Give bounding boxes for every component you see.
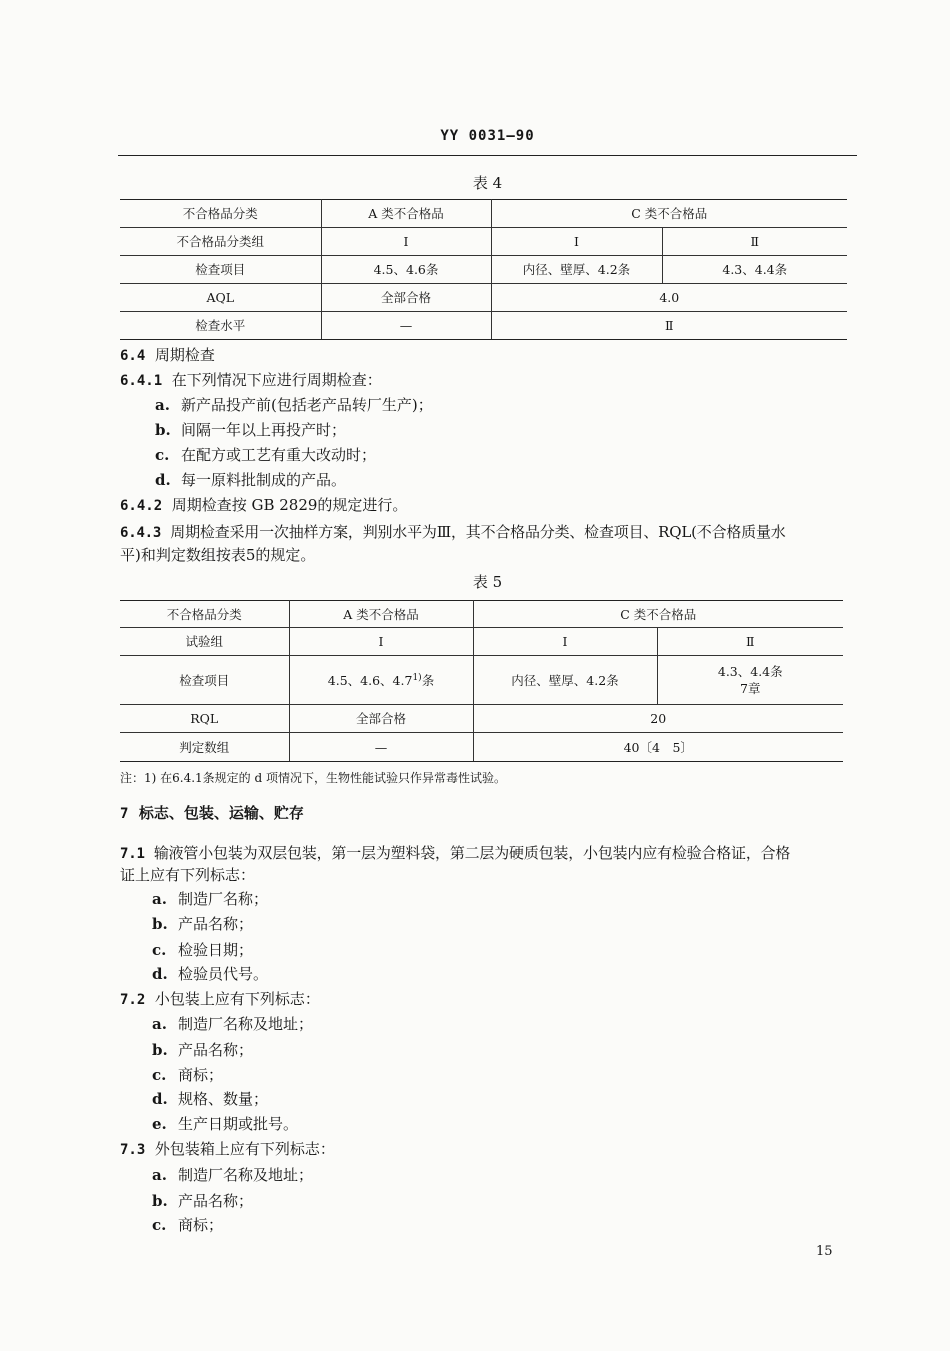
table-cell: — <box>321 312 491 340</box>
paragraph-continuation: 平)和判定数组按表5的规定。 <box>120 546 316 564</box>
table-row <box>120 256 847 284</box>
document-header: YY 0031—90 <box>440 128 535 144</box>
list-item: c. 检验日期； <box>152 941 254 959</box>
header-rule <box>118 155 857 156</box>
table-cell: 40〔4 5〕 <box>473 733 843 762</box>
table-row <box>120 228 847 256</box>
table-cell: 判定数组 <box>120 733 289 762</box>
paragraph-text: 小包装上应有下列标志： <box>154 990 320 1008</box>
table-row <box>120 705 843 733</box>
section-number: 7 <box>120 806 129 822</box>
section-title: 标志、包装、运输、贮存 <box>138 804 304 822</box>
section-number: 7.3 <box>120 1142 146 1158</box>
table-4 <box>120 199 847 340</box>
table-cell: C 类不合格品 <box>491 200 847 228</box>
paragraph-text: 在下列情况下应进行周期检查： <box>171 371 382 389</box>
table5-caption: 表 5 <box>472 573 503 591</box>
list-item: a. 制造厂名称及地址； <box>152 1015 314 1033</box>
list-item: a. 制造厂名称及地址； <box>152 1166 314 1184</box>
table-row <box>120 733 843 762</box>
section-6-4-3 <box>120 522 786 543</box>
table-cell: A 类不合格品 <box>321 200 491 228</box>
section-7-1 <box>120 843 790 864</box>
list-item: b. 产品名称； <box>152 1192 254 1210</box>
section-number: 6.4 <box>120 348 146 364</box>
list-item: b. 产品名称； <box>152 915 254 933</box>
table-row <box>120 284 847 312</box>
table-cell: 4.3、4.4条 7章 <box>657 656 843 705</box>
table-row <box>120 200 847 228</box>
section-number: 7.1 <box>120 846 145 862</box>
section-7 <box>120 803 304 824</box>
list-item: c. 商标； <box>152 1216 224 1234</box>
list-item: d. 规格、数量； <box>152 1090 269 1108</box>
table-cell: Ⅰ <box>289 628 473 656</box>
section-7-3 <box>120 1139 335 1160</box>
table-cell: 20 <box>473 705 843 733</box>
section-number: 6.4.3 <box>120 525 162 541</box>
table-cell: AQL <box>120 284 321 312</box>
paragraph-text: 周期检查按 GB 2829的规定进行。 <box>171 496 408 514</box>
paragraph-continuation: 证上应有下列标志： <box>120 866 256 884</box>
table-cell: 全部合格 <box>289 705 473 733</box>
footnote-mark: 1) <box>412 673 422 684</box>
table-cell: A 类不合格品 <box>289 601 473 628</box>
table-cell: 内径、壁厚、4.2条 <box>491 256 662 284</box>
paragraph-text: 周期检查采用一次抽样方案，判别水平为Ⅲ，其不合格品分类、检查项目、RQL(不合格质量水 <box>170 523 786 541</box>
table-note: 注：1) 在6.4.1条规定的 d 项情况下，生物性能试验只作异常毒性试验。 <box>120 771 506 785</box>
list-item: a. 新产品投产前(包括老产品转厂生产)； <box>155 396 433 414</box>
table-cell: — <box>289 733 473 762</box>
section-number: 6.4.2 <box>120 498 163 514</box>
table-row <box>120 628 843 656</box>
table-row <box>120 601 843 628</box>
paragraph-text: 输液管小包装为双层包装，第一层为塑料袋，第二层为硬质包装，小包装内应有检验合格证，合格 <box>153 844 791 862</box>
table-cell: 不合格品分类组 <box>120 228 321 256</box>
table-cell: 检查水平 <box>120 312 321 340</box>
table-cell: Ⅰ <box>321 228 491 256</box>
table-cell: 4.5、4.6、4.7$^{1)}$条 <box>289 656 473 705</box>
section-6-4-1 <box>120 370 382 391</box>
table-cell: Ⅰ <box>473 628 657 656</box>
list-item: d. 检验员代号。 <box>152 965 269 983</box>
list-item: a. 制造厂名称； <box>152 890 269 908</box>
section-title: 周期检查 <box>154 346 215 364</box>
paragraph-text: 外包装箱上应有下列标志： <box>154 1140 335 1158</box>
section-number: 7.2 <box>120 992 146 1008</box>
table-cell: 4.0 <box>491 284 847 312</box>
section-number: 6.4.1 <box>120 373 163 389</box>
table-cell: 检查项目 <box>120 256 321 284</box>
section-6-4 <box>120 345 215 366</box>
section-6-4-2 <box>120 495 407 516</box>
table-row <box>120 312 847 340</box>
page-number: 15 <box>816 1244 833 1259</box>
table-cell: 内径、壁厚、4.2条 <box>473 656 657 705</box>
list-item: b. 产品名称； <box>152 1041 254 1059</box>
list-item: e. 生产日期或批号。 <box>152 1115 299 1133</box>
table-cell: 检查项目 <box>120 656 289 705</box>
table-cell: Ⅱ <box>662 228 847 256</box>
table-5 <box>120 600 843 762</box>
table-cell: Ⅱ <box>491 312 847 340</box>
table-cell: 不合格品分类 <box>120 601 289 628</box>
table-cell: 全部合格 <box>321 284 491 312</box>
table-cell: 不合格品分类 <box>120 200 321 228</box>
table-row <box>120 656 843 705</box>
table-cell: 4.3、4.4条 <box>662 256 847 284</box>
table-cell: Ⅱ <box>657 628 843 656</box>
table4-caption: 表 4 <box>472 174 503 192</box>
section-7-2 <box>120 989 320 1010</box>
table-cell: RQL <box>120 705 289 733</box>
table-cell: 试验组 <box>120 628 289 656</box>
list-item: c. 商标； <box>152 1066 224 1084</box>
table-cell: C 类不合格品 <box>473 601 843 628</box>
list-item: c. 在配方或工艺有重大改动时； <box>155 446 377 464</box>
list-item: b. 间隔一年以上再投产时； <box>155 421 347 439</box>
list-item: d. 每一原料批制成的产品。 <box>155 471 347 489</box>
table-cell: 4.5、4.6条 <box>321 256 491 284</box>
table-cell: Ⅰ <box>491 228 662 256</box>
